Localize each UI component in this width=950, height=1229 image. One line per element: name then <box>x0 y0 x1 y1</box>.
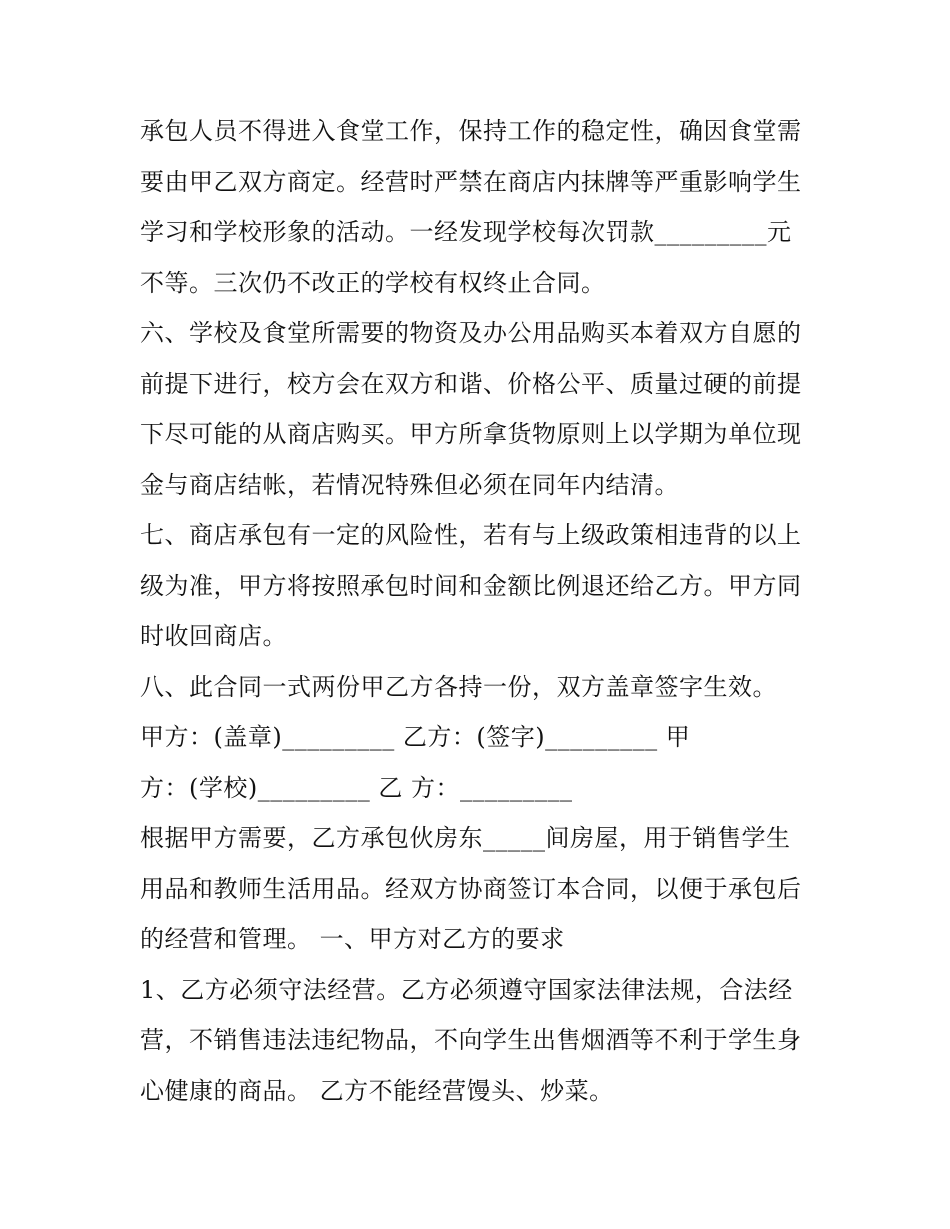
text-line: 时收回商店。 <box>140 622 287 650</box>
text-line: 下尽可能的从商店购买。甲方所拿货物原则上以学期为单位现 <box>140 420 802 448</box>
text-line: 营，不销售违法违纪物品，不向学生出售烟酒等不利于学生身 <box>140 1026 802 1054</box>
text-line: 方：(学校)_________ 乙 方：_________ <box>140 774 573 802</box>
text-line: 前提下进行，校方会在双方和谐、价格公平、质量过硬的前提 <box>140 370 802 398</box>
text-line: 根据甲方需要，乙方承包伙房东_____间房屋，用于销售学生 <box>140 824 791 852</box>
text-line: 级为准，甲方将按照承包时间和金额比例退还给乙方。甲方同 <box>140 572 802 600</box>
text-line: 承包人员不得进入食堂工作，保持工作的稳定性，确因食堂需 <box>140 117 802 145</box>
text-line: 金与商店结帐，若情况特殊但必须在同年内结清。 <box>140 471 679 499</box>
text-line: 七、商店承包有一定的风险性，若有与上级政策相违背的以上 <box>140 521 802 549</box>
text-line: 不等。三次仍不改正的学校有权终止合同。 <box>140 269 606 297</box>
text-line: 1、乙方必须守法经营。乙方必须遵守国家法律法规，合法经 <box>140 976 793 1004</box>
text-line: 的经营和管理。 一、甲方对乙方的要求 <box>140 925 565 953</box>
text-line: 用品和教师生活用品。经双方协商签订本合同，以便于承包后 <box>140 875 802 903</box>
text-line: 要由甲乙双方商定。经营时严禁在商店内抹牌等严重影响学生 <box>140 168 802 196</box>
text-line: 六、学校及食堂所需要的物资及办公用品购买本着双方自愿的 <box>140 319 802 347</box>
text-line: 甲方：(盖章)_________ 乙方：(签字)_________ 甲 <box>140 723 691 751</box>
text-line: 学习和学校形象的活动。一经发现学校每次罚款_________元 <box>140 218 792 246</box>
text-line: 八、此合同一式两份甲乙方各持一份，双方盖章签字生效。 <box>140 673 777 701</box>
text-line: 心健康的商品。 乙方不能经营馒头、炒菜。 <box>140 1077 614 1105</box>
